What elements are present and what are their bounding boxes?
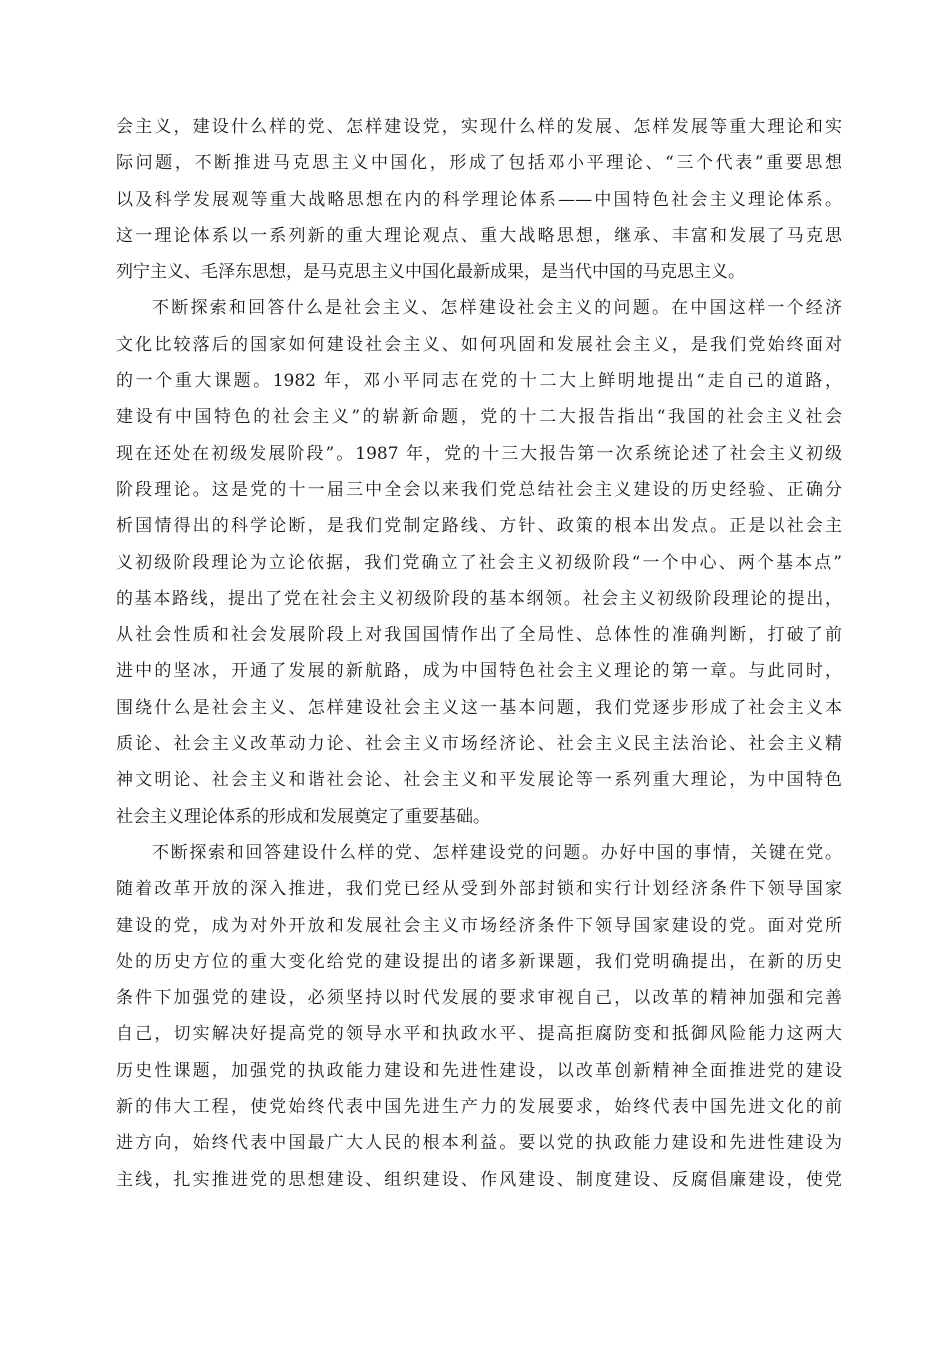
text-line: 自己，切实解决好提高党的领导水平和执政水平、提高拒腐防变和抵御风险能力这两大 xyxy=(116,1024,842,1045)
text-line: 会主义，建设什么样的党、怎样建设党，实现什么样的发展、怎样发展等重大理论和实 xyxy=(116,117,842,137)
text-line: 主线，扎实推进党的思想建设、组织建设、作风建设、制度建设、反腐倡廉建设，使党 xyxy=(116,1169,842,1190)
text-line: 进方向，始终代表中国最广大人民的根本利益。要以党的执政能力建设和先进性建设为 xyxy=(116,1133,842,1154)
text-line: 条件下加强党的建设，必须坚持以时代发展的要求审视自己，以改革的精神加强和完善 xyxy=(116,988,842,1009)
text-line: 社会主义理论体系的形成和发展奠定了重要基础。 xyxy=(116,806,490,827)
text-line: 这一理论体系以一系列新的重大理论观点、重大战略思想，继承、丰富和发展了马克思 xyxy=(116,225,842,246)
text-line: 建设的党，成为对外开放和发展社会主义市场经济条件下领导国家建设的党。面对党所 xyxy=(116,915,842,936)
text-line: 际问题，不断推进马克思主义中国化，形成了包括邓小平理论、“三个代表”重要思想 xyxy=(116,153,842,174)
text-line: 列宁主义、毛泽东思想，是马克思主义中国化最新成果，是当代中国的马克思主义。 xyxy=(116,262,745,283)
paragraph-first-line: 不断探索和回答建设什么样的党、怎样建设党的问题。办好中国的事情，关键在党。 xyxy=(152,842,842,863)
paragraph-first-line: 不断探索和回答什么是社会主义、怎样建设社会主义的问题。在中国这样一个经济 xyxy=(152,298,842,319)
text-line: 文化比较落后的国家如何建设社会主义、如何巩固和发展社会主义，是我们党始终面对 xyxy=(116,334,842,355)
text-line: 义初级阶段理论为立论依据，我们党确立了社会主义初级阶段“一个中心、两个基本点” xyxy=(116,552,842,573)
text-line: 处的历史方位的重大变化给党的建设提出的诸多新课题，我们党明确提出，在新的历史 xyxy=(116,951,842,972)
text-line: 的基本路线，提出了党在社会主义初级阶段的基本纲领。社会主义初级阶段理论的提出， xyxy=(116,588,842,609)
text-line: 析国情得出的科学论断，是我们党制定路线、方针、政策的根本出发点。正是以社会主 xyxy=(116,516,842,537)
text-line: 从社会性质和社会发展阶段上对我国国情作出了全局性、总体性的准确判断，打破了前 xyxy=(116,625,842,646)
text-line: 的一个重大课题。1982 年，邓小平同志在党的十二大上鲜明地提出“走自己的道路， xyxy=(116,371,842,392)
text-line: 进中的坚冰，开通了发展的新航路，成为中国特色社会主义理论的第一章。与此同时， xyxy=(116,661,842,682)
text-line: 历史性课题，加强党的执政能力建设和先进性建设，以改革创新精神全面推进党的建设 xyxy=(116,1060,842,1081)
text-line: 建设有中国特色的社会主义”的崭新命题，党的十二大报告指出“我国的社会主义社会 xyxy=(116,407,842,428)
text-line: 神文明论、社会主义和谐社会论、社会主义和平发展论等一系列重大理论，为中国特色 xyxy=(116,770,842,791)
text-line: 随着改革开放的深入推进，我们党已经从受到外部封锁和实行计划经济条件下领导国家 xyxy=(116,879,842,900)
text-line: 阶段理论。这是党的十一届三中全会以来我们党总结社会主义建设的历史经验、正确分 xyxy=(116,479,842,500)
text-line: 围绕什么是社会主义、怎样建设社会主义这一基本问题，我们党逐步形成了社会主义本 xyxy=(116,697,842,718)
text-line: 以及科学发展观等重大战略思想在内的科学理论体系——中国特色社会主义理论体系。 xyxy=(116,189,842,210)
text-line: 现在还处在初级发展阶段”。1987 年，党的十三大报告第一次系统论述了社会主义初级 xyxy=(116,443,842,464)
body-text xyxy=(116,109,842,1198)
text-line: 质论、社会主义改革动力论、社会主义市场经济论、社会主义民主法治论、社会主义精 xyxy=(116,734,842,755)
text-line: 新的伟大工程，使党始终代表中国先进生产力的发展要求，始终代表中国先进文化的前 xyxy=(116,1097,842,1118)
